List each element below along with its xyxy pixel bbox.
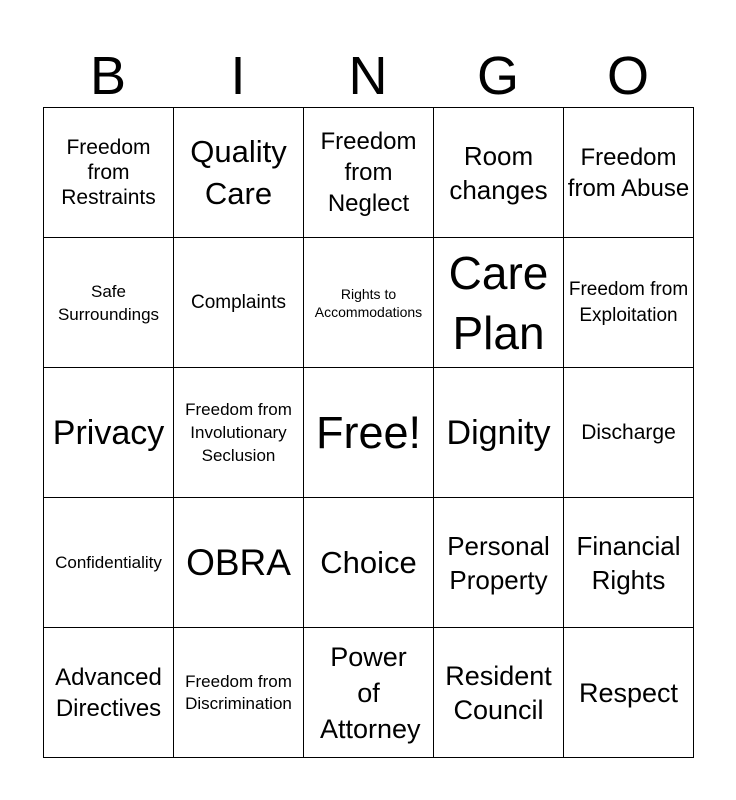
bingo-cell[interactable] <box>434 108 564 238</box>
cell-label: Personal Property <box>447 530 550 595</box>
bingo-cell[interactable] <box>304 238 434 368</box>
header-letter-o: O <box>606 46 649 106</box>
bingo-cell[interactable] <box>44 238 174 368</box>
cell-label: Choice <box>320 544 417 580</box>
bingo-cell[interactable] <box>564 628 694 758</box>
bingo-cell[interactable] <box>304 628 434 758</box>
header-letter-n: N <box>348 46 388 106</box>
cell-label: Freedom from Neglect <box>320 128 417 217</box>
free-space: Free! <box>315 406 422 458</box>
cell-label: Room changes <box>449 140 548 205</box>
bingo-cell[interactable] <box>174 108 304 238</box>
cell-label: Freedom from Restraints <box>61 136 156 209</box>
cell-label: Freedom from Abuse <box>567 143 690 202</box>
cell-label: Freedom from Involutionary Seclusion <box>185 400 292 465</box>
cell-label: Confidentiality <box>55 553 162 572</box>
bingo-card-grid <box>43 107 694 758</box>
bingo-cell[interactable] <box>174 368 304 498</box>
cell-label: Complaints <box>190 291 287 313</box>
bingo-header <box>43 44 693 108</box>
cell-label: OBRA <box>186 541 291 583</box>
header-letter-g: G <box>476 46 519 106</box>
cell-label: Privacy <box>52 413 165 452</box>
cell-label: Quality Care <box>190 133 287 211</box>
cell-label: Dignity <box>446 413 551 452</box>
cell-label: Financial Rights <box>576 530 681 595</box>
cell-label: Safe Surroundings <box>57 281 160 324</box>
bingo-cell[interactable] <box>564 108 694 238</box>
cell-label: Rights to Accommodations <box>314 285 423 320</box>
bingo-cell[interactable] <box>564 498 694 628</box>
cell-label: Advanced Directives <box>55 663 162 722</box>
bingo-cell[interactable] <box>174 628 304 758</box>
bingo-cell[interactable] <box>304 108 434 238</box>
bingo-cell[interactable] <box>434 628 564 758</box>
bingo-cell[interactable] <box>44 498 174 628</box>
header-letter-b: B <box>89 46 127 106</box>
bingo-cell[interactable] <box>304 368 434 498</box>
bingo-cell[interactable] <box>434 368 564 498</box>
bingo-cell[interactable] <box>304 498 434 628</box>
bingo-cell[interactable] <box>174 498 304 628</box>
bingo-cell[interactable] <box>434 238 564 368</box>
bingo-cell[interactable] <box>44 108 174 238</box>
cell-label: Power of Attorney <box>320 641 421 744</box>
bingo-cell[interactable] <box>44 628 174 758</box>
header-letter-i: I <box>230 46 246 106</box>
bingo-cell[interactable] <box>564 368 694 498</box>
cell-label: Respect <box>578 677 679 708</box>
bingo-cell[interactable] <box>174 238 304 368</box>
cell-label: Resident Council <box>445 660 552 725</box>
bingo-cell[interactable] <box>434 498 564 628</box>
bingo-cell[interactable] <box>44 368 174 498</box>
cell-label: Freedom from Discrimination <box>185 671 292 713</box>
cell-label: Freedom from Exploitation <box>568 278 689 326</box>
bingo-cell[interactable] <box>564 238 694 368</box>
cell-label: Discharge <box>581 421 676 444</box>
cell-label: Care Plan <box>448 246 549 359</box>
